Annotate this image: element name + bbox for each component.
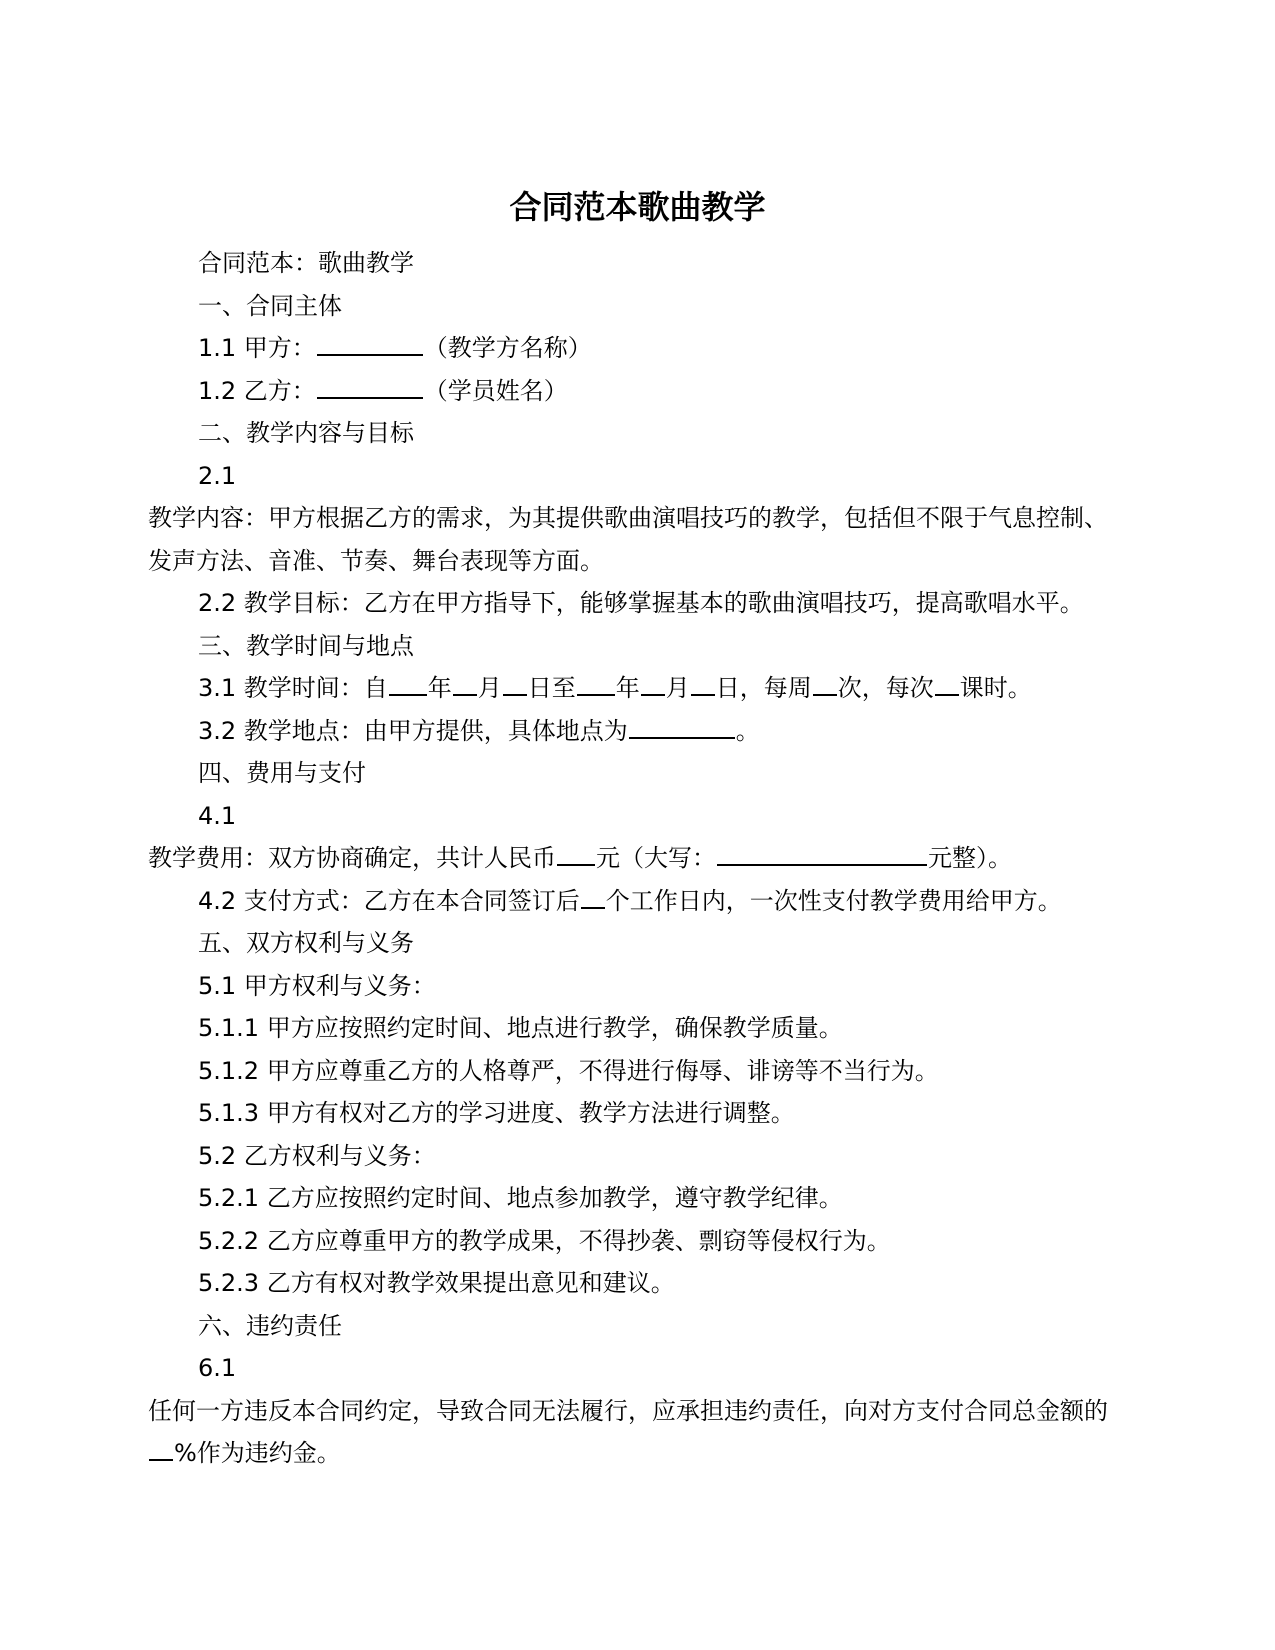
end-month-blank[interactable] xyxy=(641,674,665,696)
clause-2-1-number: 2.1 xyxy=(198,461,237,490)
location-blank[interactable] xyxy=(629,717,735,739)
clause-4-2 xyxy=(148,880,1118,923)
start-year-blank[interactable] xyxy=(389,674,427,696)
clause-1-1-label: 1.1 甲方： xyxy=(198,334,316,362)
clause-4-1-text xyxy=(148,837,1118,880)
clause-3-1-label: 3.1 教学时间：自 xyxy=(198,674,388,702)
year-label: 年 xyxy=(615,674,640,702)
end-day-blank[interactable] xyxy=(691,674,715,696)
party-b-name-blank[interactable] xyxy=(317,377,423,399)
month-label: 月 xyxy=(477,674,502,702)
clause-5-1-2: 5.1.2 甲方应尊重乙方的人格尊严，不得进行侮辱、诽谤等不当行为。 xyxy=(198,1056,939,1085)
per-session-label: 次，每次 xyxy=(837,674,934,702)
payment-label: 4.2 支付方式：乙方在本合同签订后 xyxy=(198,886,580,915)
class-hours-label: 课时。 xyxy=(959,674,1032,702)
fee-capital-label: 元（大写： xyxy=(596,844,716,872)
clause-5-2-2: 5.2.2 乙方应尊重甲方的教学成果，不得抄袭、剽窃等侵权行为。 xyxy=(198,1226,891,1255)
section-5-heading: 五、双方权利与义务 xyxy=(198,929,414,957)
year-label: 年 xyxy=(427,674,452,702)
clause-1-2-note: （学员姓名） xyxy=(423,376,568,405)
clause-1-2 xyxy=(148,370,1118,413)
clause-5-1-1: 5.1.1 甲方应按照约定时间、地点进行教学，确保教学质量。 xyxy=(198,1014,843,1042)
month-label: 月 xyxy=(665,674,690,702)
clause-5-1: 5.1 甲方权利与义务： xyxy=(198,971,436,1000)
intro-line: 合同范本：歌曲教学 xyxy=(198,249,414,277)
hours-per-session-blank[interactable] xyxy=(935,674,959,696)
penalty-text: 任何一方违反本合同约定，导致合同无法履行，应承担违约责任，向对方支付合同总金额的 xyxy=(148,1396,1108,1425)
clause-1-1 xyxy=(148,327,1118,370)
clause-2-1-text: 教学内容：甲方根据乙方的需求，为其提供歌曲演唱技巧的教学，包括但不限于气息控制、发声方法、音准、节奏、舞台表现等方面。 xyxy=(148,504,1108,575)
fee-amount-blank[interactable] xyxy=(557,844,595,866)
section-4-heading: 四、费用与支付 xyxy=(198,759,366,787)
clause-4-1-number: 4.1 xyxy=(198,801,237,830)
penalty-end: %作为违约金。 xyxy=(174,1439,341,1467)
fee-label: 教学费用：双方协商确定，共计人民币 xyxy=(148,844,556,872)
day-to-label: 日至 xyxy=(527,674,576,702)
workdays-blank[interactable] xyxy=(581,887,605,909)
clause-5-1-3: 5.1.3 甲方有权对乙方的学习进度、教学方法进行调整。 xyxy=(198,1099,795,1127)
clause-3-2-end: 。 xyxy=(735,716,760,745)
clause-3-2-label: 3.2 教学地点：由甲方提供，具体地点为 xyxy=(198,716,628,745)
end-year-blank[interactable] xyxy=(577,674,615,696)
section-2-heading: 二、教学内容与目标 xyxy=(198,419,414,447)
payment-text: 个工作日内，一次性支付教学费用给甲方。 xyxy=(605,886,1062,915)
clause-2-2: 2.2 教学目标：乙方在甲方指导下，能够掌握基本的歌曲演唱技巧，提高歌唱水平。 xyxy=(198,589,1084,617)
document-title: 合同范本歌曲教学 xyxy=(509,188,766,226)
clause-3-1 xyxy=(148,667,1118,710)
start-day-blank[interactable] xyxy=(503,674,527,696)
clause-6-1-text xyxy=(148,1390,1118,1475)
section-1-heading: 一、合同主体 xyxy=(198,291,342,320)
clause-5-2: 5.2 乙方权利与义务： xyxy=(198,1141,436,1170)
party-a-name-blank[interactable] xyxy=(317,334,423,356)
document-body xyxy=(148,242,1118,1475)
clause-5-2-3: 5.2.3 乙方有权对教学效果提出意见和建议。 xyxy=(198,1269,675,1297)
clause-3-2 xyxy=(148,710,1118,753)
clause-6-1-number: 6.1 xyxy=(198,1354,237,1382)
times-per-week-blank[interactable] xyxy=(813,674,837,696)
clause-1-1-note: （教学方名称） xyxy=(423,334,592,362)
clause-1-2-label: 1.2 乙方： xyxy=(198,376,316,405)
section-3-heading: 三、教学时间与地点 xyxy=(198,631,414,660)
fee-capital-blank[interactable] xyxy=(717,844,927,866)
section-6-heading: 六、违约责任 xyxy=(198,1311,342,1340)
penalty-percent-blank[interactable] xyxy=(149,1439,173,1461)
weekly-label: 日，每周 xyxy=(715,674,812,702)
clause-5-2-1: 5.2.1 乙方应按照约定时间、地点参加教学，遵守教学纪律。 xyxy=(198,1184,843,1212)
start-month-blank[interactable] xyxy=(453,674,477,696)
fee-end: 元整）。 xyxy=(928,844,1012,872)
